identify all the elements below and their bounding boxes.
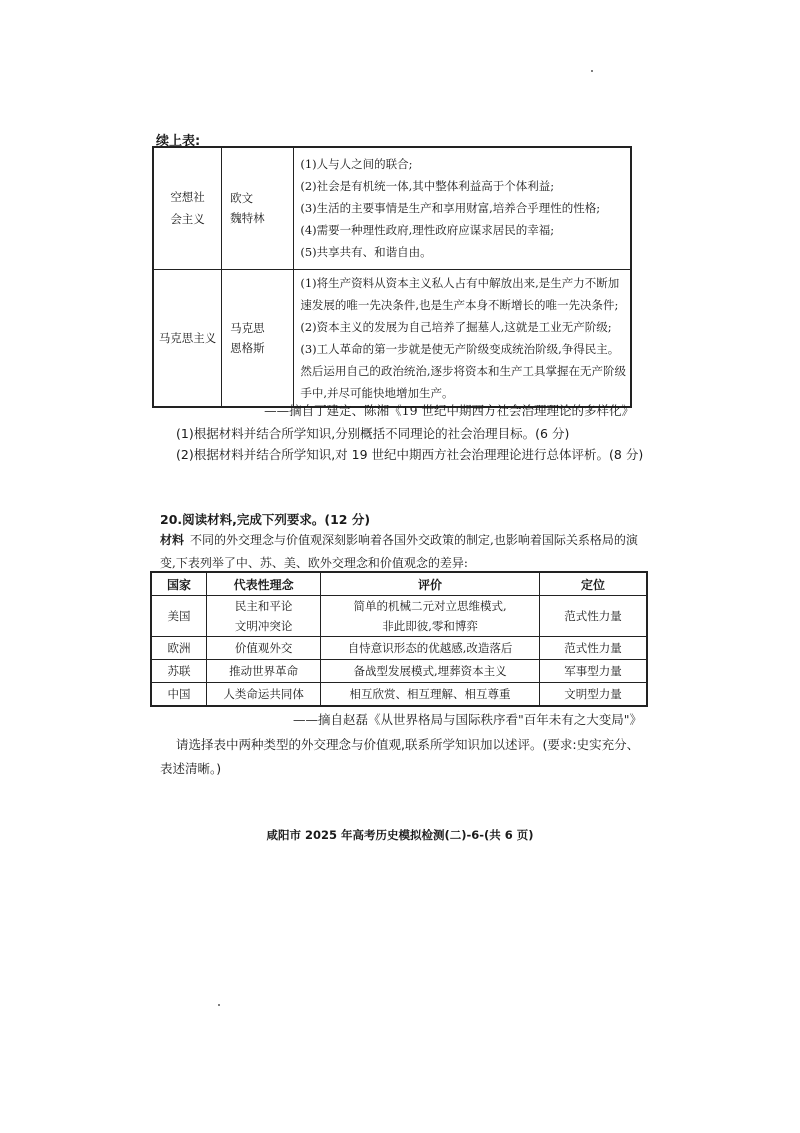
country-cell: 欧洲	[151, 637, 206, 660]
point-line: 然后运用自己的政治统治,逐步将资本和生产工具掌握在无产阶级	[300, 363, 626, 378]
question-2: (2)根据材料并结合所学知识,对 19 世纪中期西方社会治理理论进行总体评析。(8 分)	[176, 447, 644, 462]
country-cell: 苏联	[151, 660, 206, 683]
representative-name: 欧文	[230, 191, 254, 206]
point-line: 手中,并尽可能快地增加生产。	[300, 385, 454, 400]
point-line: (4)需要一种理性政府,理性政府应谋求居民的幸福;	[300, 223, 555, 238]
table-row	[153, 269, 631, 407]
point-line: (1)将生产资料从资本主义私人占有中解放出来,是生产力不断加	[300, 275, 620, 290]
material-paragraph	[160, 529, 646, 575]
theory-table	[152, 146, 632, 408]
concept-cell: 推动世界革命	[206, 660, 320, 683]
diplomacy-table	[150, 571, 648, 707]
position-cell: 军事型力量	[539, 660, 647, 683]
representative-name: 魏特林	[230, 211, 265, 226]
table-row	[153, 147, 631, 269]
theory-cell	[153, 147, 222, 269]
representative-name: 马克思	[230, 320, 265, 335]
point-line: (2)资本主义的发展为自己培养了掘墓人,这就是工业无产阶级;	[300, 319, 612, 334]
continued-label: 续上表:	[156, 134, 201, 149]
scan-speck	[591, 70, 593, 72]
concept-cell: 价值观外交	[206, 637, 320, 660]
material-lead: 材料	[160, 533, 185, 547]
concept-cell: 人类命运共同体	[206, 683, 320, 707]
theory-name: 空想社	[170, 190, 205, 205]
column-header: 代表性理念	[206, 572, 320, 596]
position-cell: 范式性力量	[539, 596, 647, 637]
point-line: (1)人与人之间的联合;	[300, 157, 413, 172]
point-line: (3)生活的主要事情是生产和享用财富,培养合乎理性的性格;	[300, 201, 601, 216]
representative-cell	[222, 269, 294, 407]
point-line: (2)社会是有机统一体,其中整体利益高于个体利益;	[300, 179, 555, 194]
position-cell: 范式性力量	[539, 637, 647, 660]
column-header: 定位	[539, 572, 647, 596]
table-row	[151, 596, 647, 637]
representative-cell	[222, 147, 294, 269]
points-cell	[294, 269, 631, 407]
table-row	[151, 683, 647, 707]
table-row	[151, 660, 647, 683]
representative-name: 恩格斯	[230, 340, 265, 355]
theory-name: 会主义	[170, 212, 205, 227]
theory-name: 马克思主义	[158, 330, 217, 345]
evaluation-line: 非此即彼,零和博弈	[382, 619, 478, 633]
point-line: (3)工人革命的第一步就是使无产阶级变成统治阶级,争得民主。	[300, 341, 620, 356]
country-cell: 美国	[151, 596, 206, 637]
position-cell: 文明型力量	[539, 683, 647, 707]
source-citation: ——摘自赵磊《从世界格局与国际秩序看"百年未有之大变局"》	[292, 712, 642, 727]
evaluation-cell: 自恃意识形态的优越感,改造落后	[321, 637, 540, 660]
evaluation-cell	[321, 596, 540, 637]
theory-cell	[153, 269, 222, 407]
concept-cell	[206, 596, 320, 637]
point-line: (5)共享共有、和谐自由。	[300, 245, 432, 260]
source-citation: ——摘自丁建定、陈湘《19 世纪中期西方社会治理理论的多样化》	[264, 403, 634, 418]
question-20-title: 20.阅读材料,完成下列要求。(12 分)	[160, 512, 371, 527]
concept-line: 民主和平论	[234, 599, 293, 613]
point-line: 速发展的唯一先决条件,也是生产本身不断增长的唯一先决条件;	[300, 297, 619, 312]
question-request: 请选择表中两种类型的外交理念与价值观,联系所学知识加以述评。(要求:史实充分、表述清晰。)	[160, 737, 640, 776]
table-header-row	[151, 572, 647, 596]
points-cell	[294, 147, 631, 269]
evaluation-cell: 相互欣赏、相互理解、相互尊重	[321, 683, 540, 707]
column-header: 国家	[151, 572, 206, 596]
page-footer: 咸阳市 2025 年高考历史模拟检测(二)-6-(共 6 页)	[266, 828, 534, 842]
table-row	[151, 637, 647, 660]
column-header: 评价	[321, 572, 540, 596]
material-text: 不同的外交理念与价值观深刻影响着各国外交政策的制定,也影响着国际关系格局的演变,下表列举了中、苏、美、欧外交理念和价值观念的差异:	[160, 533, 638, 570]
concept-line: 文明冲突论	[234, 619, 293, 633]
country-cell: 中国	[151, 683, 206, 707]
scan-speck	[218, 1004, 220, 1006]
evaluation-line: 简单的机械二元对立思维模式,	[353, 599, 507, 613]
evaluation-cell: 备战型发展模式,埋葬资本主义	[321, 660, 540, 683]
question-1: (1)根据材料并结合所学知识,分别概括不同理论的社会治理目标。(6 分)	[176, 426, 570, 441]
